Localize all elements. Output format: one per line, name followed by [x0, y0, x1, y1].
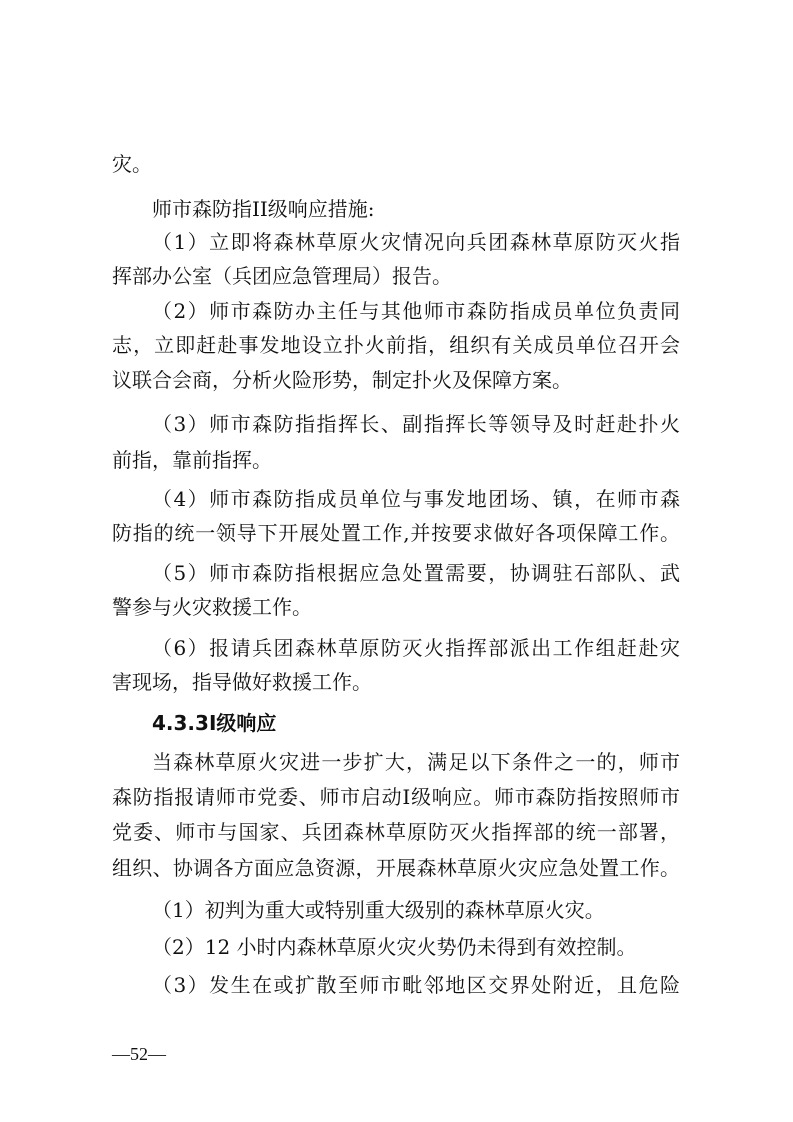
measure-3-line-2: 前指，靠前指挥。: [112, 448, 272, 472]
measure-4-line-2: 防指的统一领导下开展处置工作,并按要求做好各项保障工作。: [112, 521, 680, 545]
measure-1-line-2: 挥部办公室（兵团应急管理局）报告。: [112, 264, 452, 288]
text-line-continuation: 灾。: [112, 152, 152, 176]
section-heading-level1-response: 4.3.3I级响应: [152, 711, 277, 735]
condition-3-line-1: （3）发生在或扩散至师市毗邻地区交界处附近，且危险: [152, 973, 680, 997]
level1-paragraph-line-4: 组织、协调各方面应急资源，开展森林草原火灾应急处置工作。: [112, 856, 680, 880]
measure-1-line-1: （1）立即将森林草原火灾情况向兵团森林草原防灭火指: [152, 230, 680, 254]
paragraph-level2-measures-title: 师市森防指II级响应措施:: [152, 197, 375, 221]
condition-2: （2）12 小时内森林草原火灾火势仍未得到有效控制。: [152, 935, 637, 959]
measure-3-line-1: （3）师市森防指指挥长、副指挥长等领导及时赶赴扑火: [152, 412, 680, 436]
measure-2-line-1: （2）师市森防办主任与其他师市森防指成员单位负责同: [152, 299, 680, 323]
level1-paragraph-line-2: 森防指报请师市党委、师市启动I级响应。师市森防指按照师市: [112, 785, 680, 809]
measure-5-line-2: 警参与火灾救援工作。: [112, 595, 312, 619]
measure-2-line-3: 议联合会商，分析火险形势，制定扑火及保障方案。: [112, 368, 572, 392]
level1-paragraph-line-1: 当森林草原火灾进一步扩大，满足以下条件之一的，师市: [152, 750, 680, 774]
page-number: —52—: [112, 1044, 166, 1064]
condition-1: （1）初判为重大或特别重大级别的森林草原火灾。: [152, 898, 605, 922]
level1-paragraph-line-3: 党委、师市与国家、兵团森林草原防灭火指挥部的统一部署，: [112, 820, 680, 844]
measure-6-line-2: 害现场，指导做好救援工作。: [112, 670, 372, 694]
measure-6-line-1: （6）报请兵团森林草原防灭火指挥部派出工作组赶赴灾: [152, 636, 680, 660]
measure-4-line-1: （4）师市森防指成员单位与事发地团场、镇，在师市森: [152, 487, 680, 511]
measure-2-line-2: 志，立即赶赴事发地设立扑火前指，组织有关成员单位召开会: [112, 333, 680, 357]
measure-5-line-1: （5）师市森防指根据应急处置需要，协调驻石部队、武: [152, 561, 680, 585]
